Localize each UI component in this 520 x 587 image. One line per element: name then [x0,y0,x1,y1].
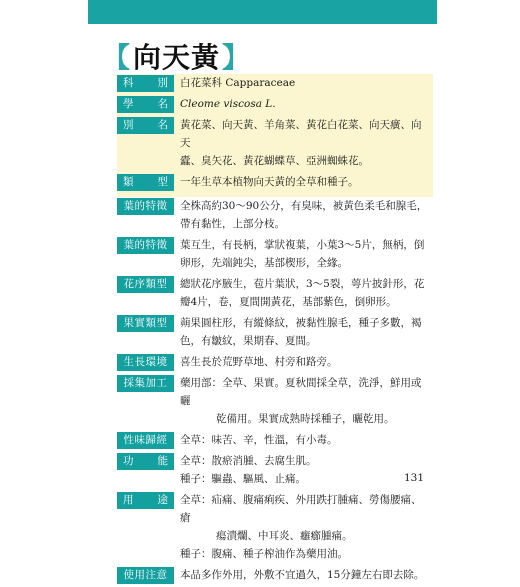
value-properties: 全草：味苦、辛，性溫，有小毒。 [180,434,338,446]
row-inflorescence [117,275,433,311]
value-fruit: 蒴果圓柱形，有縱條紋，被黏性腺毛，種子多數，褐 色，有皺紋，果期春、夏間。 [180,317,422,347]
value-scientific-name: Cleome viscosa L. [180,98,276,110]
title-bracket-left: 【 [102,41,132,74]
label-leaf-features: 葉的特徵 [117,237,174,254]
row-leaf-features [117,236,433,272]
value-leaf-features: 葉互生，有長柄，掌狀複葉，小葉3～5片，無柄，倒 卵形，先端鈍尖，基部楔形，全緣。 [180,239,425,269]
label-inflorescence: 花序類型 [117,276,174,293]
value-functions: 全草：散瘀消腫、去腐生肌。 種子：驅蟲、驅風、止痛。 [180,455,317,485]
label-family: 科 別 [117,75,174,92]
row-functions [117,452,433,488]
title-bracket-right: 】 [222,41,252,74]
header-color-bar [88,0,437,24]
title-text: 向天黃 [133,41,221,74]
value-inflorescence: 總狀花序腋生，苞片葉狀，3～5裂，萼片披針形，花 瓣4片，卷，夏間開黃花，基部紫色，倒卵形。 [180,278,425,308]
label-type: 類 型 [117,174,174,191]
herb-info-table [117,74,433,587]
label-habitat: 生長環境 [117,354,174,371]
row-precautions [117,566,433,584]
value-family: 白花菜科 Capparaceae [180,77,296,89]
value-collection: 藥用部：全草、果實。夏秋間採全草，洗淨，鮮用或曬 乾備用。果實成熟時採種子，曬乾用。 [180,377,422,425]
row-scientific-name [117,95,433,113]
row-habitat [117,353,433,371]
label-scientific-name: 學 名 [117,96,174,113]
row-type [117,173,433,191]
value-type: 一年生草本植物向天黃的全草和種子。 [180,176,359,188]
value-aliases: 黃花菜、向天黃、羊角菜、黃花白花菜、向天癀、向天 蠹、臭矢花、黃花蝴蝶草、亞洲蜘蛛花。 [180,119,422,167]
row-collection [117,374,433,428]
row-plant-features [117,197,433,233]
label-collection: 採集加工 [117,375,174,392]
row-uses [117,491,433,563]
page-title [102,36,251,76]
page-number: 131 [404,472,425,484]
value-uses: 全草：疝痛、腹痛痢疾、外用跌打腫痛、勞傷腰痛、瘡 瘍潰爛、中耳炎、癰癤腫痛。 種子：腹痛、種子榨油作為藥用油。 [180,494,422,560]
row-properties [117,431,433,449]
value-precautions: 本品多作外用，外敷不宜過久，15分鐘左右即去除。 [180,569,425,581]
label-plant-features: 葉的特徵 [117,198,174,215]
value-plant-features: 全株高約30～90公分，有臭味，被黃色柔毛和腺毛， 帶有黏性，上部分枝。 [180,200,428,230]
highlight-block [117,74,433,197]
value-habitat: 喜生長於荒野草地、村旁和路旁。 [180,356,338,368]
label-uses: 用 途 [117,492,174,509]
label-functions: 功 能 [117,453,174,470]
label-fruit: 果實類型 [117,315,174,332]
row-fruit [117,314,433,350]
label-properties: 性味歸經 [117,432,174,449]
label-precautions: 使用注意 [117,567,174,584]
row-aliases [117,116,433,170]
row-family [117,74,433,92]
label-aliases: 別 名 [117,117,174,134]
